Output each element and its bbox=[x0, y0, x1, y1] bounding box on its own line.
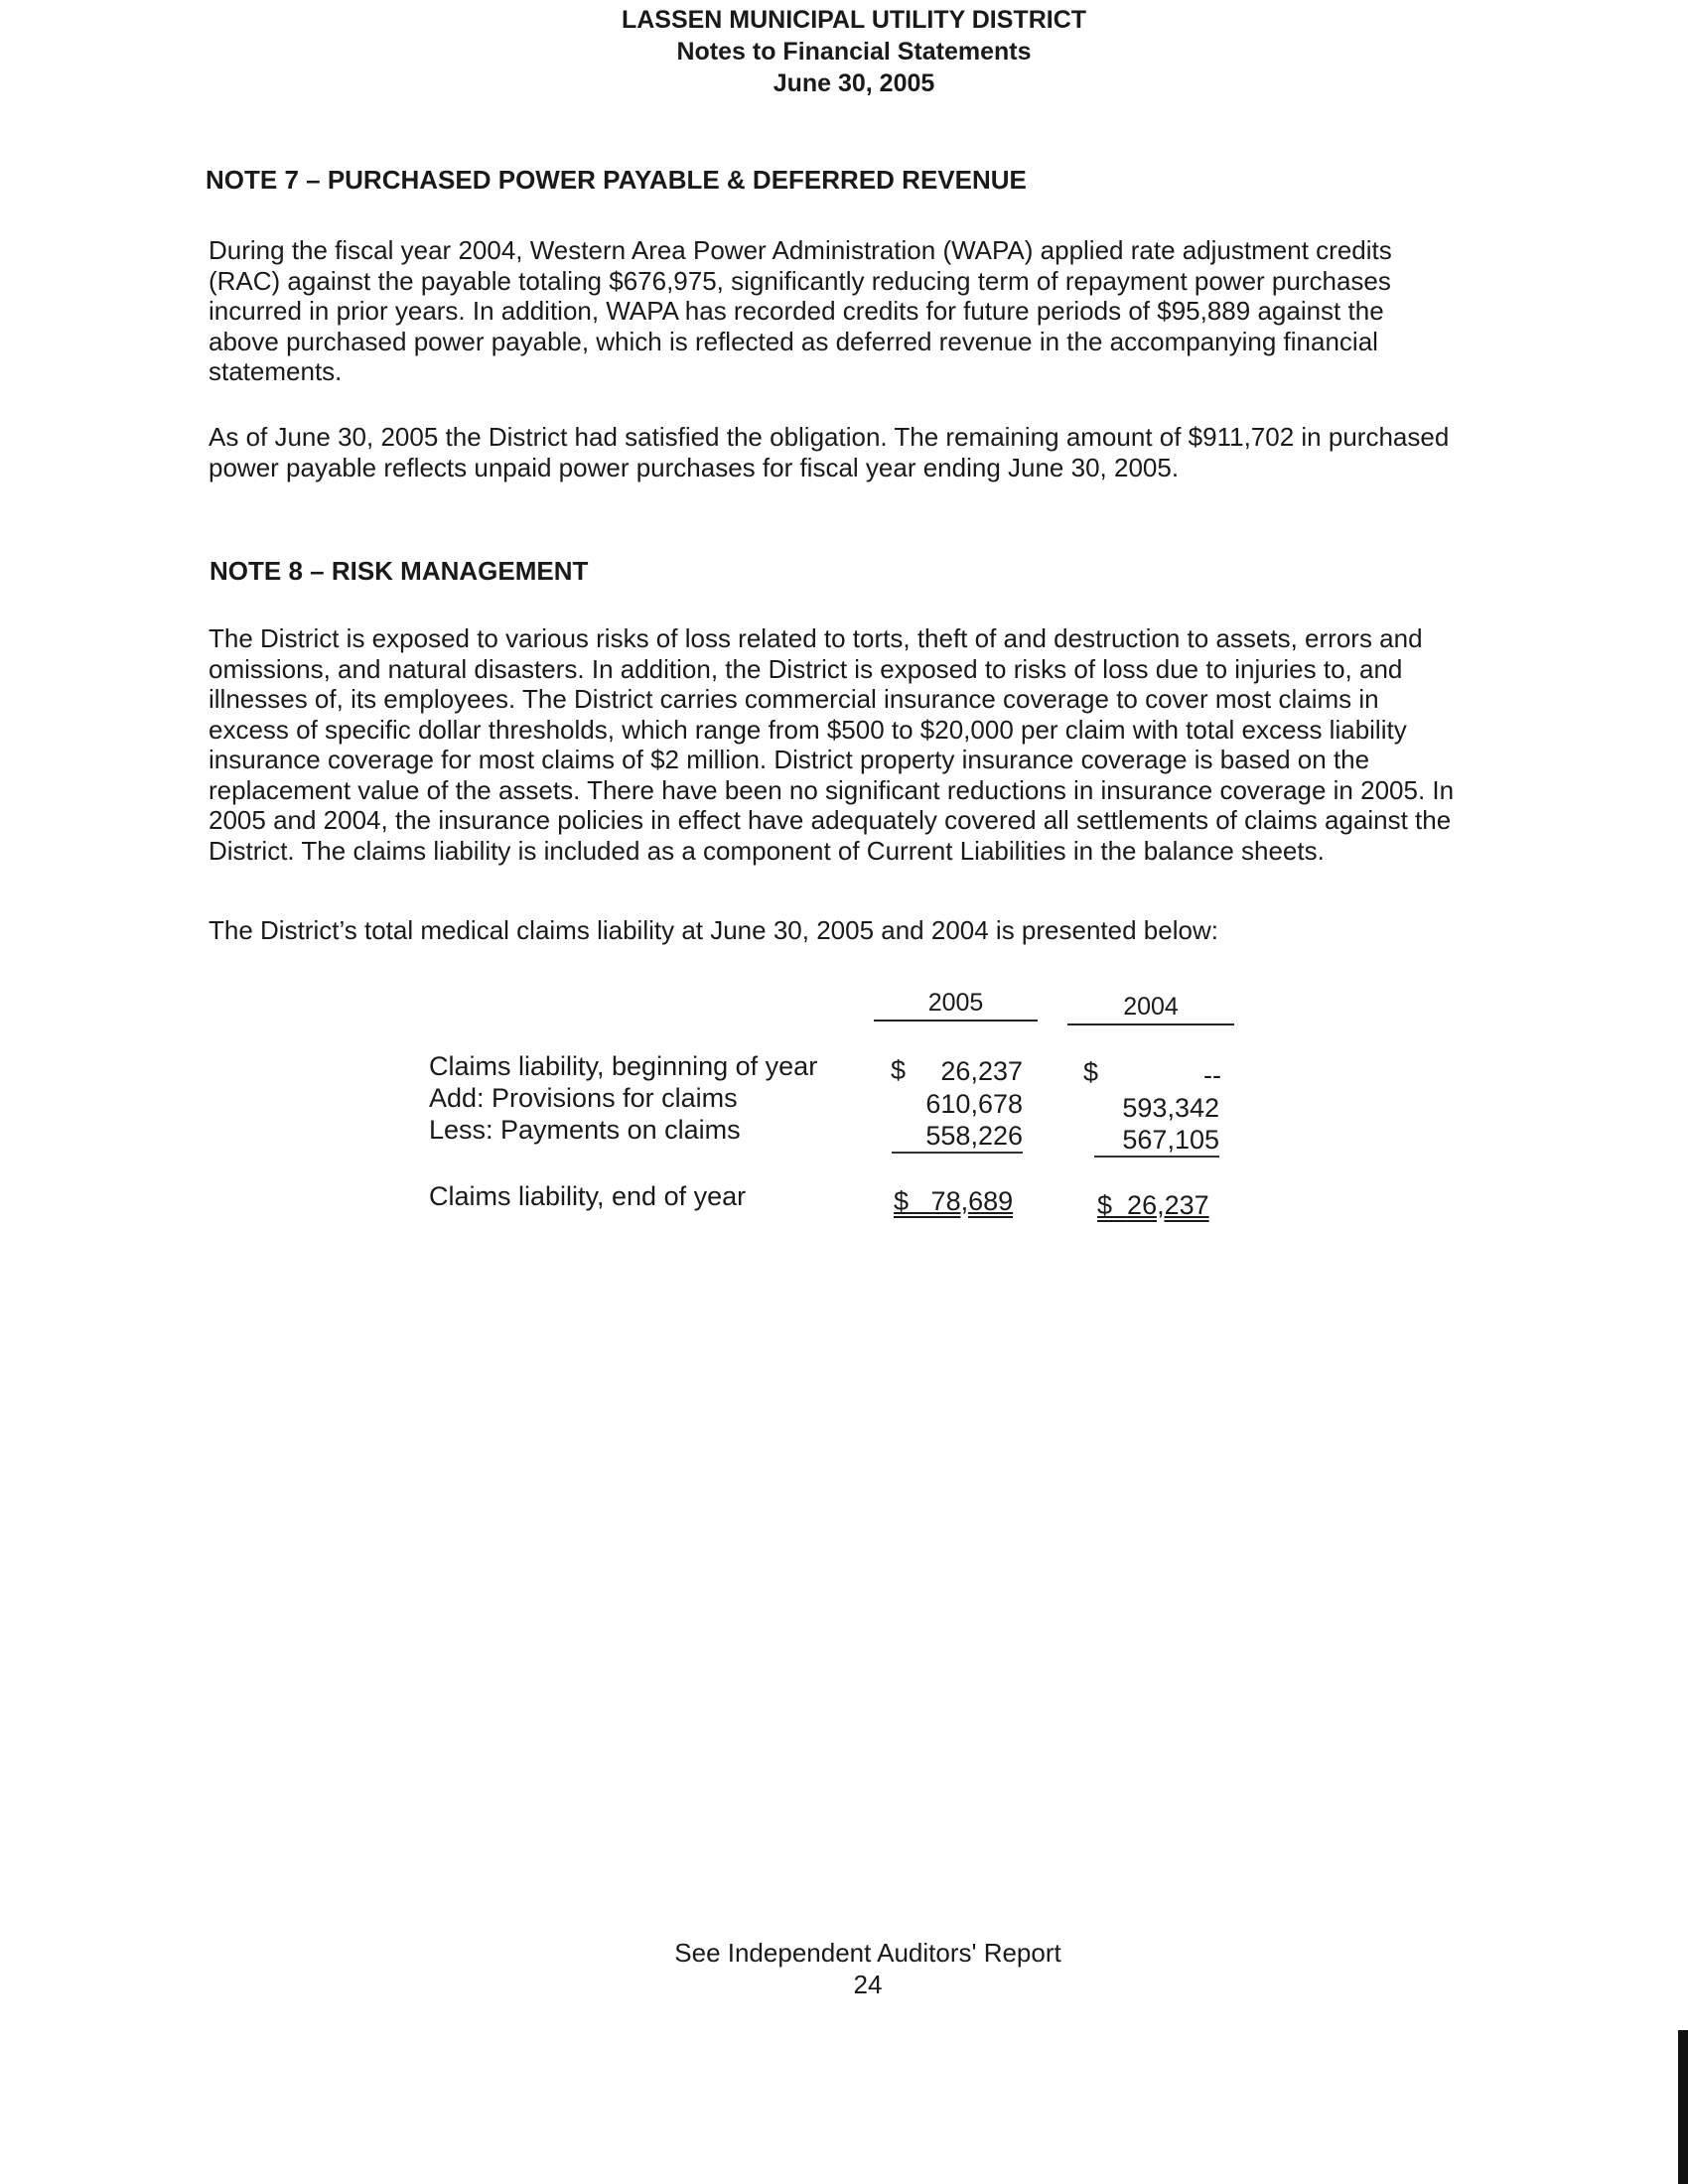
text-line: illnesses of, its employees. The District carries commercial insurance coverage to cover most claims in bbox=[209, 684, 1379, 714]
text-line: (RAC) against the payable totaling $676,975, significantly reducing term of repayment power purchases bbox=[209, 265, 1391, 296]
document-title: Notes to Financial Statements bbox=[676, 38, 1032, 66]
value-payments-2005: 558,226 bbox=[892, 1121, 1023, 1154]
organization-name: LASSEN MUNICIPAL UTILITY DISTRICT bbox=[621, 6, 1087, 34]
text-line: The District is exposed to various risks of loss related to torts, theft of and destruction to assets, errors and bbox=[209, 623, 1423, 653]
scan-edge-mark bbox=[1678, 2030, 1688, 2184]
currency-symbol: $ bbox=[894, 1186, 910, 1216]
total-value-2005: 78,689 bbox=[930, 1186, 1014, 1216]
column-header-2005: 2005 bbox=[874, 989, 1038, 1022]
column-header-2004: 2004 bbox=[1067, 993, 1234, 1025]
text-line: As of June 30, 2005 the District had satisfied the obligation. The remaining amount of $911,702 in purchased bbox=[209, 422, 1450, 452]
row-label-payments: Less: Payments on claims bbox=[429, 1115, 741, 1145]
text-line: replacement value of the assets. There have been no significant reductions in insurance coverage in 2005. In bbox=[209, 774, 1455, 805]
value-end-2004 bbox=[1097, 1190, 1209, 1221]
text-line: During the fiscal year 2004, Western Area Power Administration (WAPA) applied rate adjustment credits bbox=[209, 235, 1392, 265]
text-line: District. The claims liability is included as a component of Current Liabilities in the balance sheets. bbox=[209, 835, 1325, 866]
total-value-2004: 26,237 bbox=[1127, 1190, 1209, 1220]
page-footer bbox=[0, 1937, 1688, 2000]
value-provisions-2005: 610,678 bbox=[925, 1089, 1023, 1119]
row-label-beginning: Claims liability, beginning of year bbox=[429, 1051, 818, 1081]
row-label-end-of-year: Claims liability, end of year bbox=[429, 1181, 747, 1211]
note7-heading: NOTE 7 – PURCHASED POWER PAYABLE & DEFERRED REVENUE bbox=[206, 165, 1027, 195]
text-line: insurance coverage for most claims of $2 million. District property insurance coverage is based on the bbox=[209, 745, 1370, 774]
currency-symbol: $ bbox=[1097, 1190, 1113, 1220]
text-line: omissions, and natural disasters. In addition, the District is exposed to risks of loss due to injuries to, and bbox=[209, 653, 1403, 684]
text-line: excess of specific dollar thresholds, which range from $500 to $20,000 per claim with total excess liability bbox=[209, 714, 1407, 745]
text-line: power payable reflects unpaid power purchases for fiscal year ending June 30, 2005. bbox=[209, 452, 1180, 482]
value-provisions-2004: 593,342 bbox=[1122, 1093, 1219, 1123]
value-end-2005 bbox=[894, 1186, 1013, 1217]
auditors-report-reference: See Independent Auditors' Report bbox=[674, 1938, 1061, 1968]
value-beginning-2004: -- bbox=[1203, 1060, 1221, 1090]
document-date: June 30, 2005 bbox=[773, 69, 935, 97]
row-label-provisions: Add: Provisions for claims bbox=[429, 1083, 738, 1113]
text-line: statements. bbox=[209, 356, 343, 386]
page-number: 24 bbox=[853, 1970, 883, 1999]
text-line: The District’s total medical claims liability at June 30, 2005 and 2004 is presented below: bbox=[209, 915, 1218, 945]
text-line: 2005 and 2004, the insurance policies in effect have adequately covered all settlements of claims against the bbox=[209, 805, 1452, 835]
currency-symbol: $ bbox=[891, 1055, 907, 1085]
note8-heading: NOTE 8 – RISK MANAGEMENT bbox=[210, 556, 589, 586]
value-payments-2004: 567,105 bbox=[1094, 1125, 1219, 1158]
text-line: incurred in prior years. In addition, WAPA has recorded credits for future periods of $95,889 against the bbox=[209, 296, 1384, 326]
value-beginning-2005: 26,237 bbox=[940, 1056, 1023, 1086]
text-line: above purchased power payable, which is reflected as deferred revenue in the accompanying financial bbox=[209, 326, 1378, 356]
currency-symbol: $ bbox=[1083, 1057, 1099, 1087]
